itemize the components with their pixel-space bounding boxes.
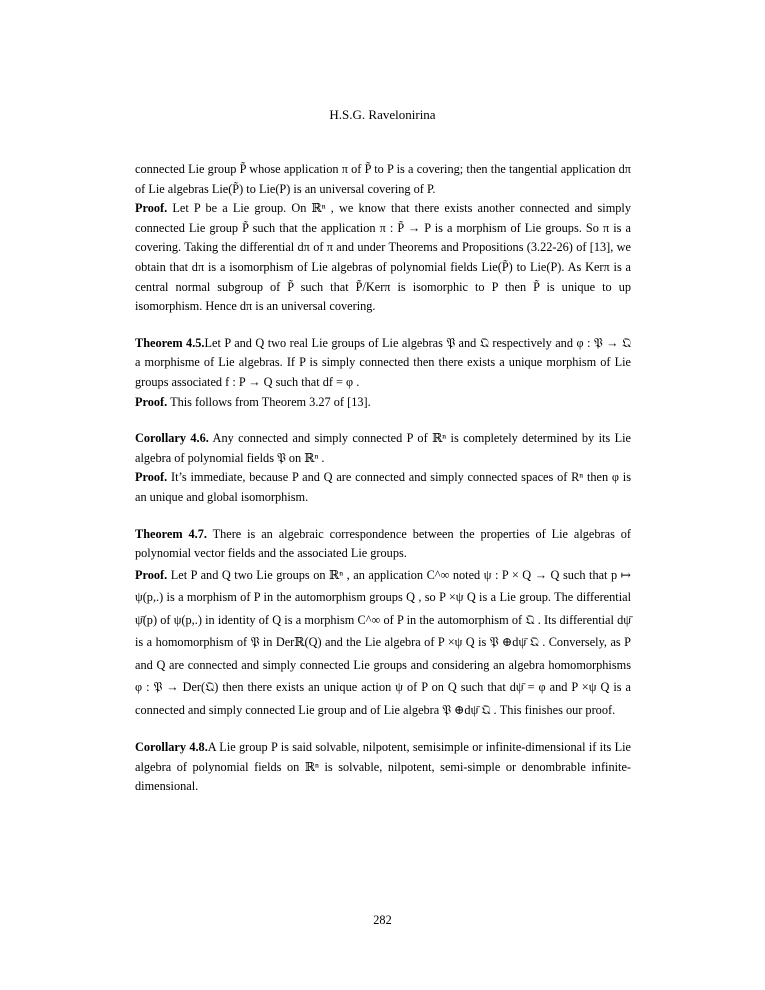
proof-label: Proof. <box>135 394 168 409</box>
paragraph-continuation <box>135 160 631 199</box>
proof-paragraph <box>135 564 631 722</box>
corollary-4-8 <box>135 738 631 797</box>
proof-paragraph <box>135 199 631 317</box>
running-head: H.S.G. Ravelonirina <box>329 107 436 122</box>
theorem-4-5 <box>135 334 631 393</box>
proof-label: Proof. <box>135 470 168 485</box>
paragraph-text: Let P be a Lie group. On ℝⁿ , we know that there exists another connected and simply connected Lie group P̃ such that the application π : P̃ → P is a morphism of Lie groups. So π is a covering. Taking the differential dπ of π and under Theorems and Propositions (3.22-26) of [13], we obtain that dπ is a isomorphism of Lie algebras of polynomial fields Lie(P̃) to Lie(P). As Kerπ is a central normal subgroup of P̃ such that P̃/Kerπ is isomorphic to P then P̃ is unique to up isomorphism. Hence dπ is an universal covering. <box>135 201 631 314</box>
corollary-4-6 <box>135 429 631 468</box>
proof-label: Proof. <box>135 567 168 582</box>
paragraph-text: Any connected and simply connected P of ℝⁿ is completely determined by its Lie algebra of polynomial fields 𝔓 on ℝⁿ . <box>135 431 631 465</box>
theorem-label: Theorem 4.7. <box>135 526 207 541</box>
paragraph-text: Let P and Q two Lie groups on ℝⁿ , an application C^∞ noted ψ : P × Q → Q such that p ↦ ψ(p,.) is a morphism of P in the automorphism groups Q , so P ×ψ Q is a Lie group. The differential ψ̄(p) of ψ(p,.) in identity of Q is a morphism C^∞ of P in the automorphism of 𝔔 . Its differential dψ̄ is a homomorphism of 𝔓 in Derℝ(Q) and the Lie algebra of P ×ψ Q is 𝔓 ⊕dψ̄ 𝔔 . Conversely, as P and Q are connected and simply connected Lie groups and considering an algebra homomorphisms φ : 𝔓 → Der(𝔔) then there exists an unique action ψ of P on Q such that dψ̄ = φ and P ×ψ Q is a connected and simply connected Lie group and of Lie algebra 𝔓 ⊕dψ̄ 𝔔 . This finishes our proof. <box>135 567 631 717</box>
corollary-label: Corollary 4.8. <box>135 740 208 755</box>
page-number: 282 <box>373 913 392 927</box>
proof-label: Proof. <box>135 201 168 216</box>
paragraph-text: connected Lie group P̃ whose application π of P̃ to P is a covering; then the tangential application dπ of Lie algebras Lie(P̃) to Lie(P) is an universal covering of P. <box>135 162 631 196</box>
paragraph-text: It’s immediate, because P and Q are connected and simply connected spaces of Rⁿ then φ is an unique and global isomorphism. <box>135 470 631 504</box>
proof-paragraph <box>135 393 631 413</box>
corollary-label: Corollary 4.6. <box>135 431 209 446</box>
proof-paragraph <box>135 468 631 507</box>
paragraph-text: There is an algebraic correspondence between the properties of Lie algebras of polynomial vector fields and the associated Lie groups. <box>135 526 631 561</box>
paragraph-text: A Lie group P is said solvable, nilpotent, semisimple or infinite-dimensional if its Lie algebra of polynomial fields on ℝⁿ is solvable, nilpotent, semi-simple or denombrable infinite-dimensional. <box>135 740 631 794</box>
paragraph-text: This follows from Theorem 3.27 of [13]. <box>167 394 371 409</box>
page-body <box>135 160 631 797</box>
theorem-4-7 <box>135 525 631 564</box>
paragraph-text: Let P and Q two real Lie groups of Lie algebras 𝔓 and 𝔔 respectively and φ : 𝔓 → 𝔔 a morphisme of Lie algebras. If P is simply connected then there exists a unique morphism of Lie groups associated f : P → Q such that df = φ . <box>135 335 631 389</box>
theorem-label: Theorem 4.5. <box>135 335 205 350</box>
